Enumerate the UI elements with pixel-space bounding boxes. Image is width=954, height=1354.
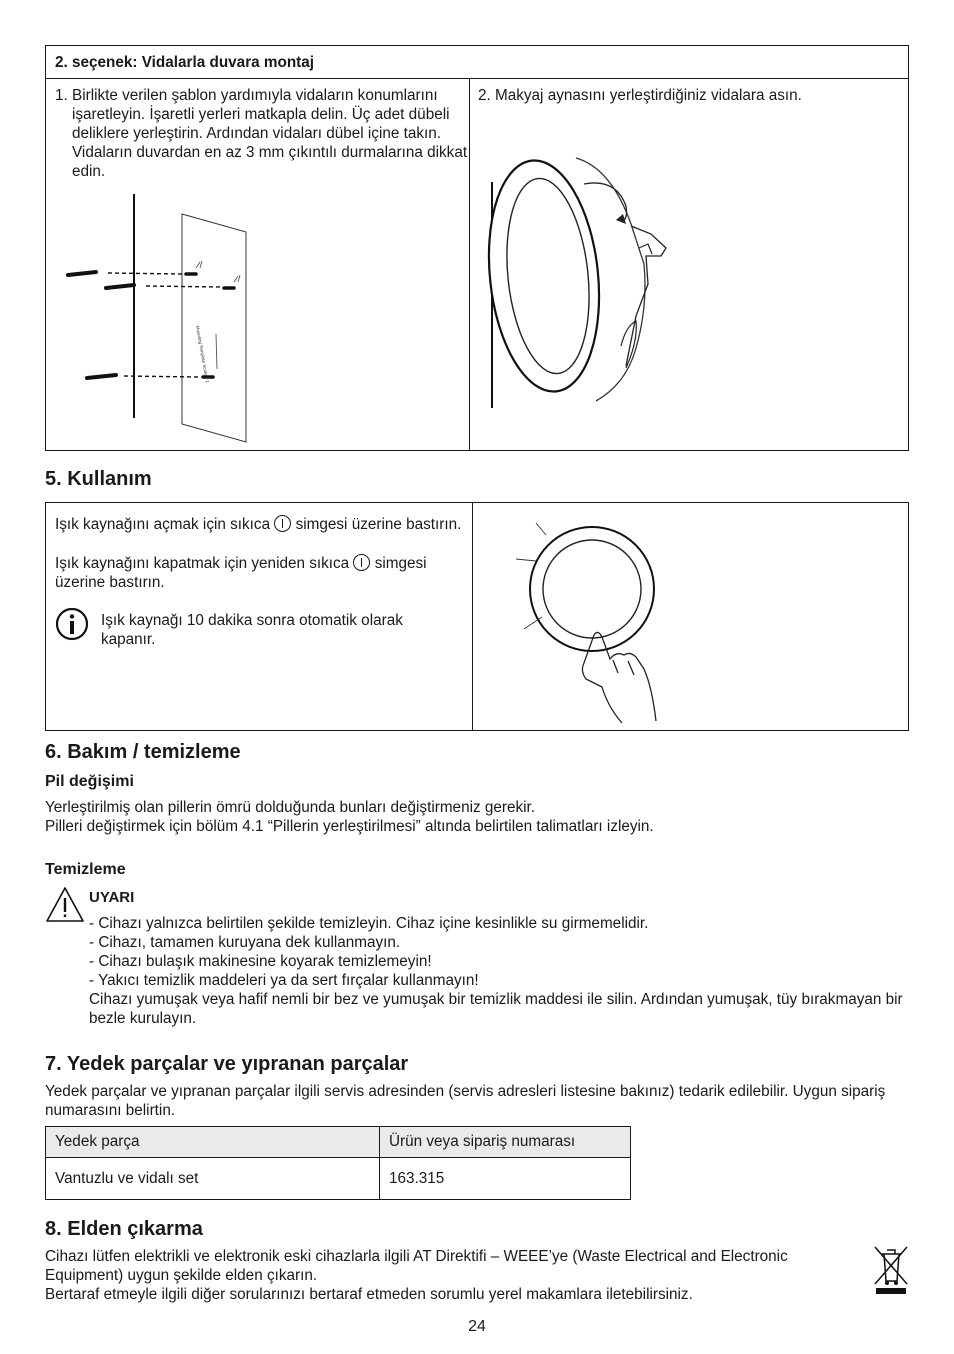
usage-table — [45, 502, 909, 731]
disposal-title: 8. Elden çıkarma — [45, 1218, 203, 1240]
disposal-text-2: Bertaraf etmeyle ilgili diğer sorularınızı bertaraf etmeden sorumlu yerel makamlara iletebilirsiniz. — [45, 1286, 693, 1303]
info-icon — [55, 607, 89, 641]
mount-header-text: 2. seçenek: Vidalarla duvara montaj — [55, 54, 315, 71]
parts-col-header-part: Yedek parça — [46, 1127, 380, 1158]
page-number: 24 — [468, 1318, 486, 1335]
battery-text-2: Pilleri değiştirmek için bölüm 4.1 “Pillerin yerleştirilmesi” altında belirtilen talimatları izleyin. — [45, 818, 654, 835]
usage-divider — [472, 503, 473, 730]
usage-note: Işık kaynağı 10 dakika sonra otomatik olarak kapanır. — [101, 612, 403, 648]
usage-on-b: simgesi üzerine bastırın. — [295, 516, 462, 533]
parts-table — [45, 1126, 631, 1200]
disposal-text-1: Cihazı lütfen elektrikli ve elektronik eski cihazlarla ilgili AT Direktifi – WEEE’ye (Waste Electrical and Electronic Equipment) uygun şekilde elden çıkarın. — [45, 1248, 788, 1284]
parts-cell-part: Vantuzlu ve vidalı set — [46, 1158, 380, 1200]
care-title: 6. Bakım / temizleme — [45, 741, 241, 763]
cleaning-bullet: - Cihazı yalnızca belirtilen şekilde temizleyin. Cihaz içine kesinlikle su girmemelidir. — [89, 915, 649, 932]
cleaning-wipe-text: Cihazı yumuşak veya hafif nemli bir bez ve yumuşak bir temizlik maddesi ile silin. Ardından yumuşak, tüy bırakmayan bir bezle kurulayın. — [89, 991, 903, 1027]
table-row — [46, 1158, 631, 1200]
table-row — [46, 1127, 631, 1158]
usage-title: 5. Kullanım — [45, 468, 152, 490]
cleaning-bullet-list — [89, 914, 909, 1028]
power-icon — [353, 554, 370, 571]
mount-step-2: 2. Makyaj aynasını yerleştirdiğiniz vidalara asın. — [478, 87, 802, 104]
warning-label: UYARI — [89, 889, 135, 906]
parts-col-header-number: Ürün veya sipariş numarası — [380, 1127, 631, 1158]
parts-title: 7. Yedek parçalar ve yıpranan parçalar — [45, 1053, 409, 1075]
parts-cell-number: 163.315 — [380, 1158, 631, 1200]
template-label: Mounting Template Scale 1:1 — [195, 325, 211, 384]
screw-template-illustration — [46, 186, 469, 448]
cleaning-bullet: - Cihazı, tamamen kuruyana dek kullanmayın. — [89, 934, 401, 951]
cleaning-bullet: - Yakıcı temizlik maddeleri ya da sert fırçalar kullanmayın! — [89, 972, 479, 989]
weee-bin-icon — [872, 1244, 910, 1296]
mount-step-1: 1. Birlikte verilen şablon yardımıyla vidaların konumlarını işaretleyin. İşaretli yerleri matkapla delin. Üç adet dübeli deliklere yerleştirin. Ardından vidaları dübel içine takın. Vidaların duvardan en az 3 mm çıkıntılı durmalarına dikkat edin. — [55, 87, 468, 180]
mirror-front-illustration — [506, 511, 696, 727]
usage-on-a: Işık kaynağını açmak için sıkıca — [55, 516, 271, 533]
mount-table — [45, 45, 909, 451]
parts-text: Yedek parçalar ve yıpranan parçalar ilgili servis adresinden (servis adresleri listesine bakınız) tedarik edilebilir. Uygun sipariş numarasını belirtin. — [45, 1083, 886, 1119]
warning-triangle-icon — [45, 885, 85, 925]
battery-title: Pil değişimi — [45, 773, 134, 790]
mirror-hanging-illustration — [476, 116, 696, 426]
mount-header — [46, 46, 908, 79]
cleaning-title: Temizleme — [45, 861, 126, 878]
cleaning-bullet: - Cihazı bulaşık makinesine koyarak temizlemeyin! — [89, 953, 432, 970]
usage-off-text — [55, 554, 467, 592]
usage-off-b: simgesi üzerine bastırın. — [55, 555, 427, 591]
power-icon — [274, 515, 291, 532]
usage-on-text — [55, 515, 467, 534]
usage-off-a: Işık kaynağını kapatmak için yeniden sıkıca — [55, 555, 350, 572]
battery-text-1: Yerleştirilmiş olan pillerin ömrü dolduğunda bunları değiştirmeniz gerekir. — [45, 799, 536, 816]
